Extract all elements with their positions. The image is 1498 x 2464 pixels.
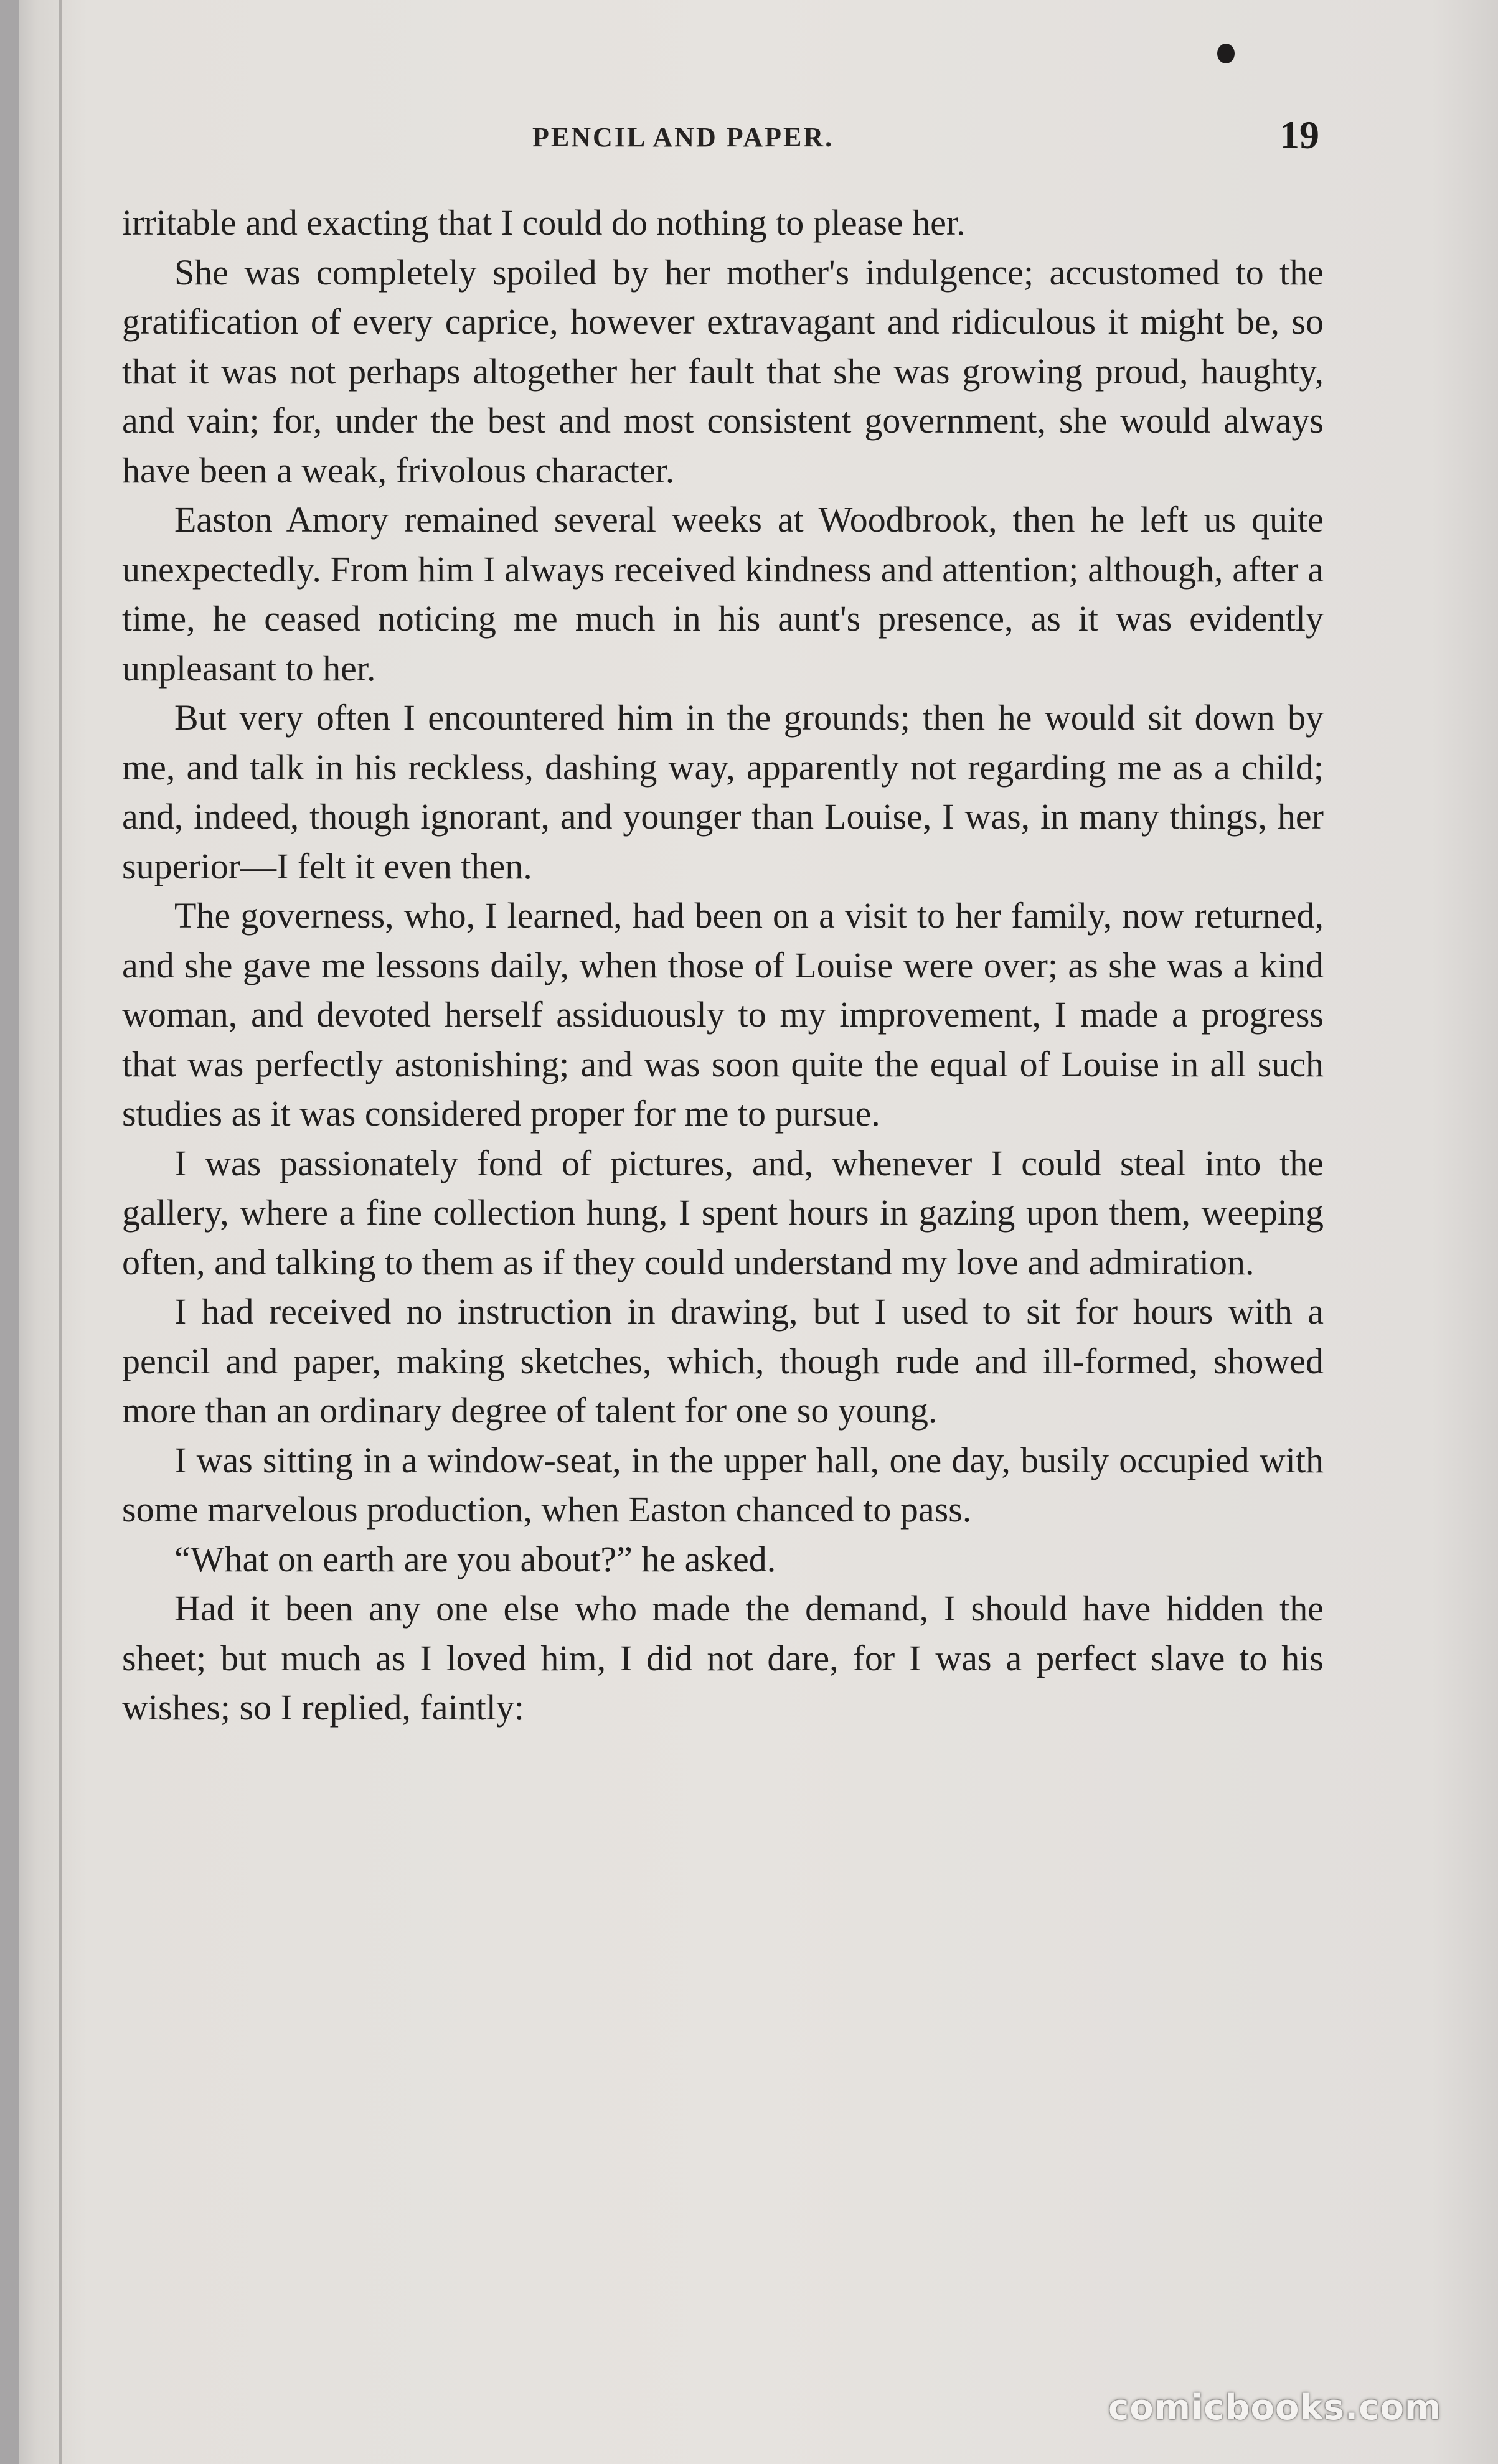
paragraph: She was completely spoiled by her mother's indulgence; accustomed to the gratification of every caprice, however extravagant and ridiculous it might be, so that it was not perhaps altogether her fault that she was growing proud, haughty, and vain; for, under the best and most consistent government, she would always have been a weak, frivolous character. bbox=[122, 252, 1324, 491]
ink-speck bbox=[1217, 44, 1235, 63]
paragraph: Easton Amory remained several weeks at Woodbrook, then he left us quite unexpectedly. From him I always received kindness and attention; although, after a time, he ceased noticing me much in his aunt's presence, as it was evidently unpleasant to her. bbox=[122, 499, 1324, 689]
paragraph: The governess, who, I learned, had been on a visit to her family, now returned, and she gave me lessons daily, when those of Louise were over; as she was a kind woman, and devoted herself assiduously to my improvement, I made a progress that was perfectly astonishing; and was soon quite the equal of Louise in all such studies as it was considered proper for me to pursue. bbox=[122, 895, 1324, 1134]
paragraph: “What on earth are you about?” he asked. bbox=[174, 1538, 776, 1579]
running-head: PENCIL AND PAPER. bbox=[532, 122, 834, 153]
paragraph: irritable and exacting that I could do nothing to please her. bbox=[122, 202, 966, 243]
paragraph: But very often I encountered him in the grounds; then he would sit down by me, and talk in his reckless, dashing way, apparently not regarding me as a child; and, indeed, though ignorant, and younger than Louise, I was, in many things, her superior—I felt it even then. bbox=[122, 697, 1324, 886]
gutter-shadow bbox=[59, 0, 62, 2464]
page-header bbox=[0, 106, 1498, 174]
paragraph: I was passionately fond of pictures, and, whenever I could steal into the gallery, where a fine collection hung, I spent hours in gazing upon them, weeping often, and talking to them as if they could understand my love and admiration. bbox=[122, 1142, 1324, 1282]
paragraph: Had it been any one else who made the demand, I should have hidden the sheet; but much as I loved him, I did not dare, for I was a perfect slave to his wishes; so I replied, faintly: bbox=[122, 1588, 1324, 1728]
body-text bbox=[122, 198, 1324, 1733]
page-number: 19 bbox=[1279, 113, 1319, 157]
page-edge bbox=[0, 0, 19, 2464]
paragraph: I was sitting in a window-seat, in the upper hall, one day, busily occupied with some marvelous production, when Easton chanced to pass. bbox=[122, 1439, 1324, 1530]
watermark: comicbooks.com bbox=[1108, 2387, 1442, 2428]
paragraph: I had received no instruction in drawing, but I used to sit for hours with a pencil and paper, making sketches, which, though rude and ill-formed, showed more than an ordinary degree of talent for one so young. bbox=[122, 1291, 1324, 1431]
